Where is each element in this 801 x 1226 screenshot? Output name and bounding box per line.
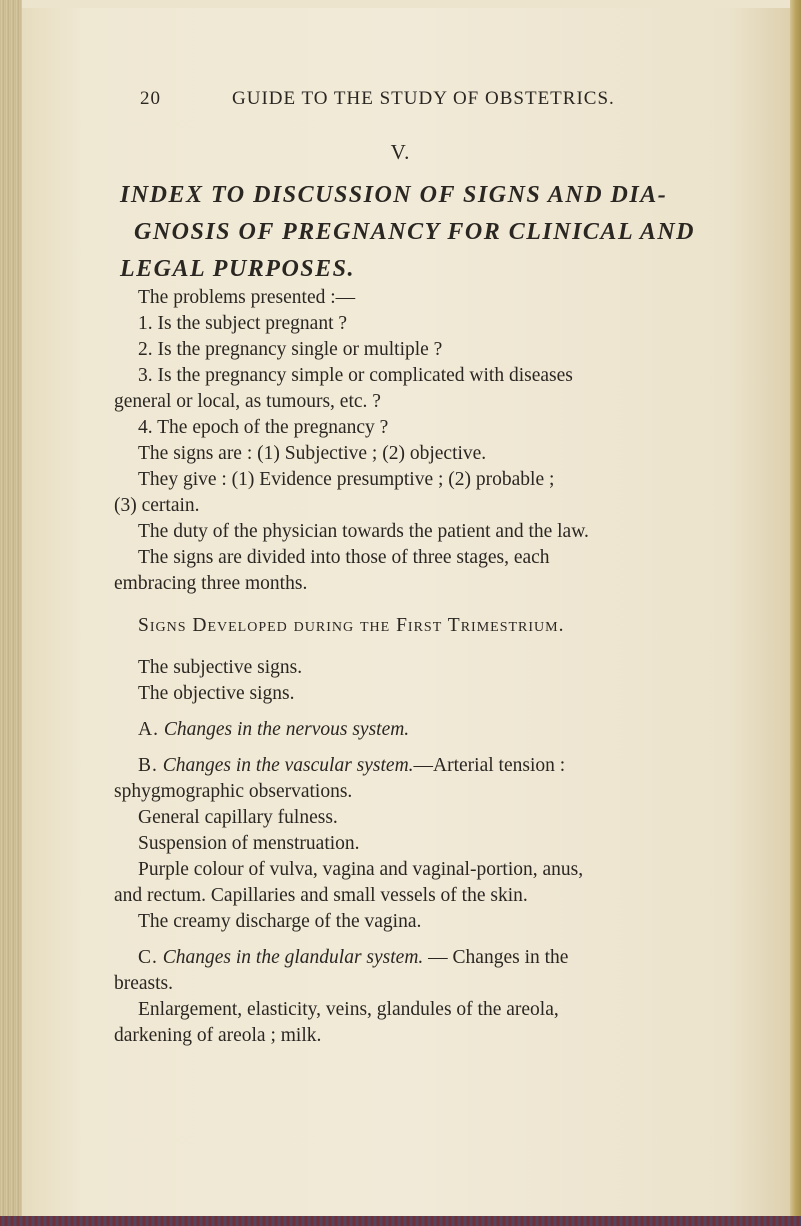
page-fore-edge xyxy=(790,0,801,1226)
text-line: general or local, as tumours, etc. ? xyxy=(114,391,381,412)
running-title: GUIDE TO THE STUDY OF OBSTETRICS. xyxy=(232,88,615,109)
text-line: General capillary fulness. xyxy=(138,807,338,828)
category-text: — Changes in the xyxy=(423,947,569,968)
text-line: darkening of areola ; milk. xyxy=(114,1025,322,1046)
category-c xyxy=(138,945,748,971)
list-item: 2. Is the pregnancy single or multiple ? xyxy=(138,339,443,360)
page-number: 20 xyxy=(140,88,161,109)
category-b xyxy=(138,753,748,779)
title-line: GNOSIS OF PREGNANCY FOR CLINICAL AND xyxy=(134,219,695,245)
text-line: They give : (1) Evidence presumptive ; (2) probable ; xyxy=(138,469,555,490)
text-line: Enlargement, elasticity, veins, glandules of the areola, xyxy=(138,999,559,1020)
title-line: INDEX TO DISCUSSION OF SIGNS AND DIA- xyxy=(120,182,668,208)
text-line: The signs are : (1) Subjective ; (2) objective. xyxy=(138,443,487,464)
text-line: (3) certain. xyxy=(114,495,200,516)
text-line: embracing three months. xyxy=(114,573,308,594)
category-label: B. xyxy=(138,755,158,776)
category-label: A. xyxy=(138,719,159,740)
subsection-heading: Signs Developed during the First Trimestrium. xyxy=(138,615,565,636)
text-line: breasts. xyxy=(114,973,174,994)
text-line: Purple colour of vulva, vagina and vaginal-portion, anus, xyxy=(138,859,584,880)
text-line: The creamy discharge of the vagina. xyxy=(138,911,422,932)
book-gutter-edge xyxy=(0,0,22,1226)
text-line: The problems presented :— xyxy=(138,287,356,308)
text-line: The duty of the physician towards the patient and the law. xyxy=(138,521,589,542)
text-line: sphygmographic observations. xyxy=(114,781,353,802)
text-line: Suspension of menstruation. xyxy=(138,833,360,854)
text-line: and rectum. Capillaries and small vessels of the skin. xyxy=(114,885,528,906)
list-item: 3. Is the pregnancy simple or complicated with diseases xyxy=(138,365,573,386)
category-heading: Changes in the vascular system. xyxy=(162,755,414,776)
text-line: The objective signs. xyxy=(138,683,295,704)
book-bottom-edge xyxy=(0,1216,801,1226)
section-number: V. xyxy=(390,140,411,164)
page-body xyxy=(114,285,748,1049)
category-label: C. xyxy=(138,947,158,968)
category-heading: Changes in the nervous system. xyxy=(163,719,410,740)
category-text: —Arterial tension : xyxy=(413,755,566,776)
text-line: The subjective signs. xyxy=(138,657,303,678)
category-heading: Changes in the glandular system. xyxy=(162,947,424,968)
title-line: LEGAL PURPOSES. xyxy=(120,256,355,282)
category-a xyxy=(138,717,748,743)
list-item: 4. The epoch of the pregnancy ? xyxy=(138,417,389,438)
section-title xyxy=(120,177,740,288)
list-item: 1. Is the subject pregnant ? xyxy=(138,313,348,334)
text-line: The signs are divided into those of three stages, each xyxy=(138,547,550,568)
